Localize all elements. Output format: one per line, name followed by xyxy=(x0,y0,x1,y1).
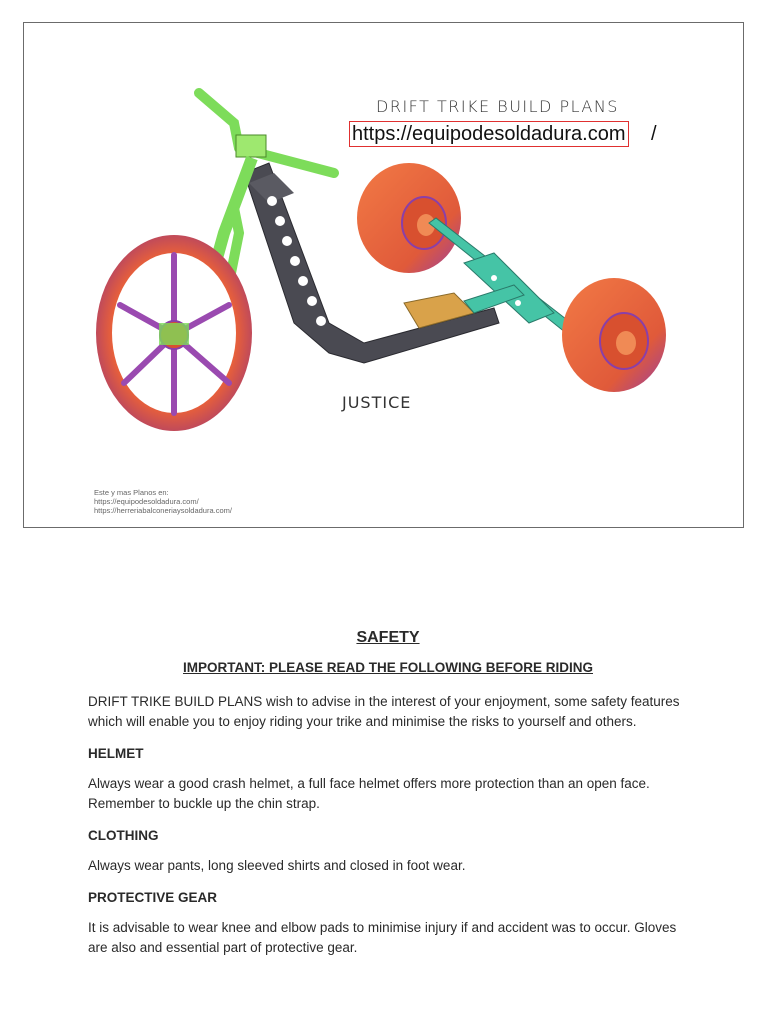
rear-wheel-upper xyxy=(357,163,461,273)
safety-intro: DRIFT TRIKE BUILD PLANS wish to advise in the interest of your enjoyment, some safety features which will enable you to enjoy riding your trike and minimise the risks to yourself and others. xyxy=(88,694,680,729)
credits-line: Este y mas Planos en: xyxy=(94,488,169,497)
plan-url-suffix: / xyxy=(651,123,657,145)
model-name: JUSTICE xyxy=(342,393,412,412)
plan-title: DRIFT TRIKE BUILD PLANS xyxy=(376,97,619,116)
credits-link[interactable]: https://equipodesoldadura.com/ xyxy=(94,497,199,506)
plan-url-link[interactable]: https://equipodesoldadura.com xyxy=(349,121,629,147)
safety-section xyxy=(88,628,688,970)
section-title-protective-gear: PROTECTIVE GEAR xyxy=(88,890,218,905)
plan-drawing-frame xyxy=(23,22,744,528)
credits-block xyxy=(94,488,232,515)
section-title-helmet: HELMET xyxy=(88,746,144,761)
section-text-helmet: Always wear a good crash helmet, a full face helmet offers more protection than an open face. Remember to buckle up the chin strap. xyxy=(88,776,650,811)
section-text-protective-gear: It is advisable to wear knee and elbow pads to minimise injury if and accident was to occur. Gloves are also and essential part of protective gear. xyxy=(88,920,677,955)
rear-wheel-lower xyxy=(562,278,666,392)
safety-heading: SAFETY xyxy=(356,629,420,646)
front-wheel xyxy=(96,235,252,431)
credits-link[interactable]: https://herreriabalconeriaysoldadura.com/ xyxy=(94,506,232,515)
section-title-clothing: CLOTHING xyxy=(88,828,159,843)
section-text-clothing: Always wear pants, long sleeved shirts and closed in foot wear. xyxy=(88,858,466,873)
safety-subheading: IMPORTANT: PLEASE READ THE FOLLOWING BEFORE RIDING xyxy=(183,660,593,675)
